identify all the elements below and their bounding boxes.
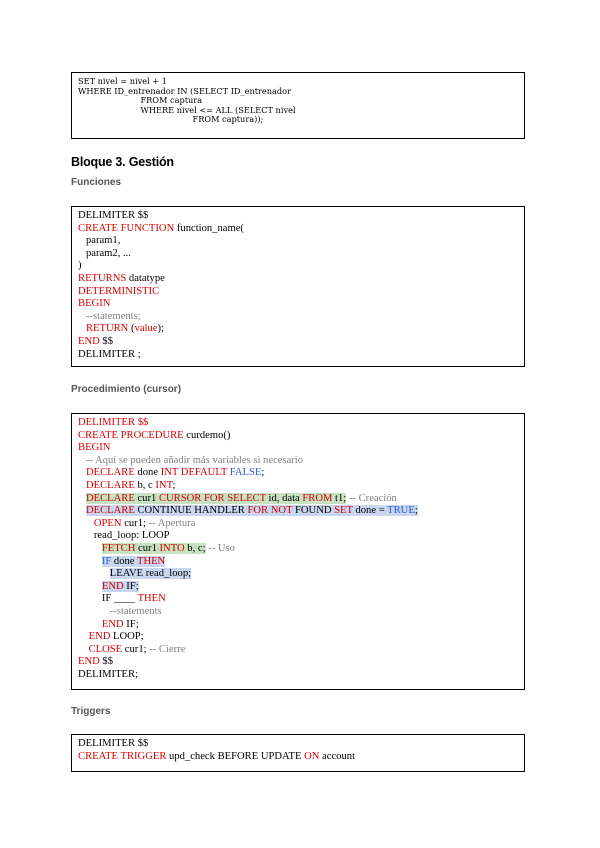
fetch-highlight: FETCH cur1 INTO b, c; bbox=[101, 542, 206, 554]
code-line: DETERMINISTIC bbox=[78, 285, 160, 297]
section-title: Bloque 3. Gestión bbox=[71, 155, 174, 169]
function-code-block bbox=[71, 206, 525, 367]
code-line bbox=[78, 581, 518, 594]
code-line: END $$ bbox=[78, 656, 114, 668]
if-done-highlight: IF done THEN bbox=[101, 555, 166, 567]
code-line: IF ____ THEN bbox=[101, 593, 166, 605]
code-line: CREATE PROCEDURE curdemo() bbox=[78, 429, 231, 441]
code-line: OPEN cur1; -- Apertura bbox=[93, 517, 196, 529]
end-if-highlight: END IF; bbox=[101, 580, 139, 592]
code-line: DELIMITER $$ bbox=[78, 210, 149, 221]
functions-subtitle: Funciones bbox=[71, 177, 122, 188]
code-line: DELIMITER ; bbox=[78, 348, 141, 360]
code-line bbox=[78, 556, 518, 569]
leave-highlight: LEAVE read_loop; bbox=[109, 568, 192, 580]
code-line: DELIMITER; bbox=[78, 668, 139, 680]
code-line: DECLARE done INT DEFAULT FALSE; bbox=[85, 467, 265, 479]
code-line: CLOSE cur1; -- Cierre bbox=[88, 643, 186, 655]
code-line: RETURN (value); bbox=[85, 323, 164, 335]
code-line: CREATE TRIGGER upd_check BEFORE UPDATE ON account bbox=[78, 750, 356, 762]
code-line: -- Aquí se pueden añadir más variables si necesario bbox=[78, 454, 304, 466]
code-line: FROM captura bbox=[78, 95, 203, 106]
procedure-code-block bbox=[71, 413, 525, 690]
code-line bbox=[78, 505, 518, 518]
code-line: SET nivel = nivel + 1 bbox=[78, 76, 167, 86]
triggers-subtitle: Triggers bbox=[71, 706, 111, 717]
procedure-subtitle: Procedimiento (cursor) bbox=[71, 384, 182, 395]
trigger-code-block bbox=[71, 734, 525, 772]
code-line: BEGIN bbox=[78, 298, 111, 310]
code-line: RETURNS datatype bbox=[78, 272, 165, 284]
code-line: read_loop: LOOP bbox=[78, 530, 170, 542]
code-line: DECLARE cur1 CURSOR FOR SELECT id, data FROM t1; -- Creación bbox=[85, 492, 397, 504]
code-line: BEGIN bbox=[78, 442, 111, 454]
update-code-block bbox=[71, 72, 525, 139]
code-line: DECLARE b, c INT; bbox=[85, 479, 176, 491]
code-line: param2, ... bbox=[78, 247, 131, 259]
code-line: FETCH cur1 INTO b, c; -- Uso bbox=[101, 542, 235, 554]
code-line: --statements; bbox=[78, 310, 141, 322]
code-line: FROM captura)); bbox=[78, 114, 264, 125]
code-line: DELIMITER $$ bbox=[78, 738, 149, 749]
creation-highlight: DECLARE cur1 CURSOR FOR SELECT id, data FROM t1; bbox=[85, 492, 347, 504]
code-line: CREATE FUNCTION function_name( bbox=[78, 222, 244, 234]
code-line: END $$ bbox=[78, 335, 114, 347]
code-line: param1, bbox=[78, 235, 121, 247]
code-line: DELIMITER $$ bbox=[78, 417, 149, 428]
code-line: --statements bbox=[78, 605, 162, 617]
code-line: END IF; bbox=[101, 618, 139, 630]
code-line: WHERE ID_entrenador IN (SELECT ID_entrenador bbox=[78, 85, 291, 96]
code-line: WHERE nivel <= ALL (SELECT nivel bbox=[78, 104, 296, 115]
code-line: ) bbox=[78, 260, 82, 272]
code-line bbox=[78, 568, 518, 581]
handler-highlight: DECLARE CONTINUE HANDLER FOR NOT FOUND SET done = TRUE; bbox=[85, 505, 418, 517]
code-line: END LOOP; bbox=[88, 631, 144, 643]
